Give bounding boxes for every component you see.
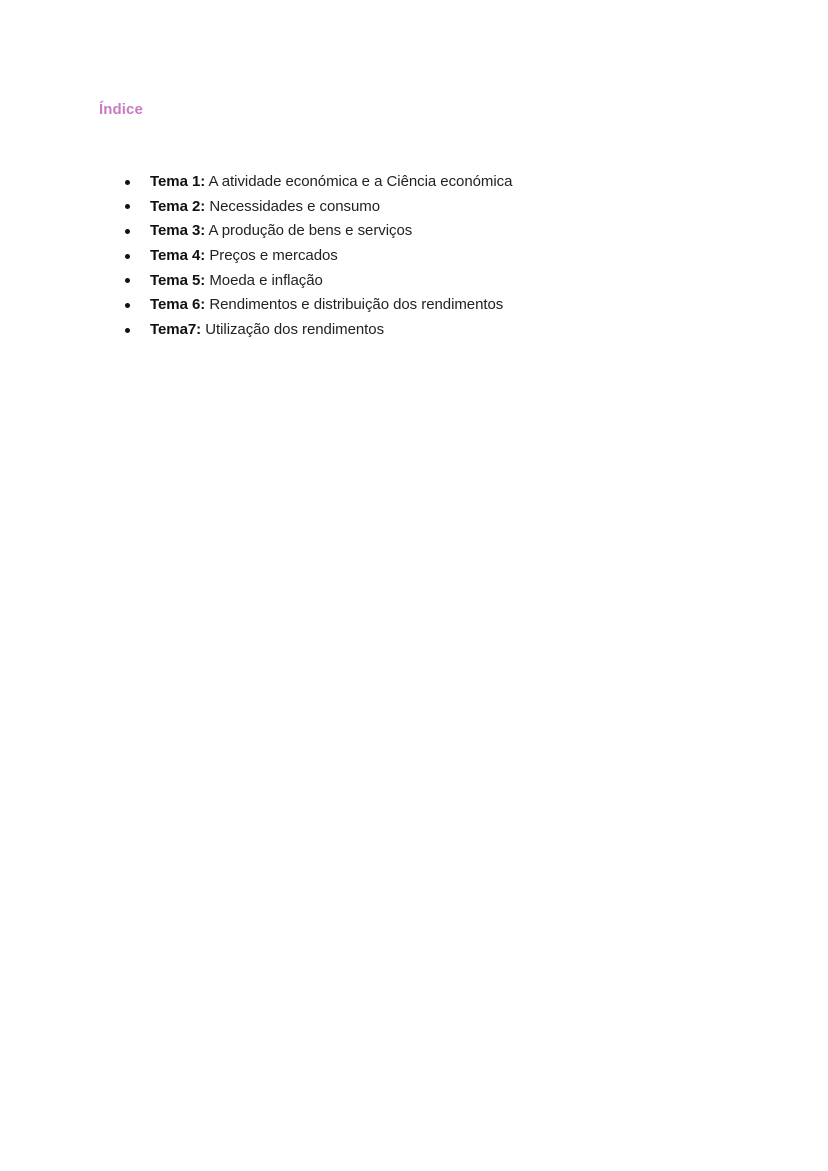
topic-text: A produção de bens e serviços: [205, 222, 413, 240]
bullet-icon: [125, 303, 130, 308]
list-item: [0, 320, 828, 345]
topic-label: Tema 3:: [150, 222, 206, 240]
topic-text: Utilização dos rendimentos: [201, 321, 385, 339]
list-item: [0, 295, 828, 320]
topic-list: [0, 172, 828, 345]
list-item: [0, 221, 828, 246]
bullet-icon: [125, 204, 130, 209]
topic-text: A atividade económica e a Ciência económica: [205, 173, 513, 190]
bullet-icon: [125, 180, 130, 185]
topic-label: Tema 6:: [150, 296, 206, 314]
topic-text: Preços e mercados: [205, 247, 338, 265]
topic-text: Rendimentos e distribuição dos rendimentos: [205, 296, 504, 314]
topic-label: Tema 1:: [150, 173, 206, 190]
page-title: Índice: [99, 101, 143, 118]
topic-text: Necessidades e consumo: [205, 197, 381, 215]
bullet-icon: [125, 278, 130, 283]
topic-text: Moeda e inflação: [205, 271, 323, 289]
topic-label: Tema7:: [150, 321, 202, 339]
topic-label: Tema 5:: [150, 271, 206, 289]
list-item: [0, 246, 828, 271]
bullet-icon: [125, 229, 130, 234]
list-item: [0, 271, 828, 296]
topic-label: Tema 4:: [150, 247, 206, 265]
bullet-icon: [125, 328, 130, 333]
list-item: [0, 197, 828, 222]
bullet-icon: [125, 254, 130, 259]
topic-label: Tema 2:: [150, 197, 206, 215]
list-item: [0, 172, 828, 197]
